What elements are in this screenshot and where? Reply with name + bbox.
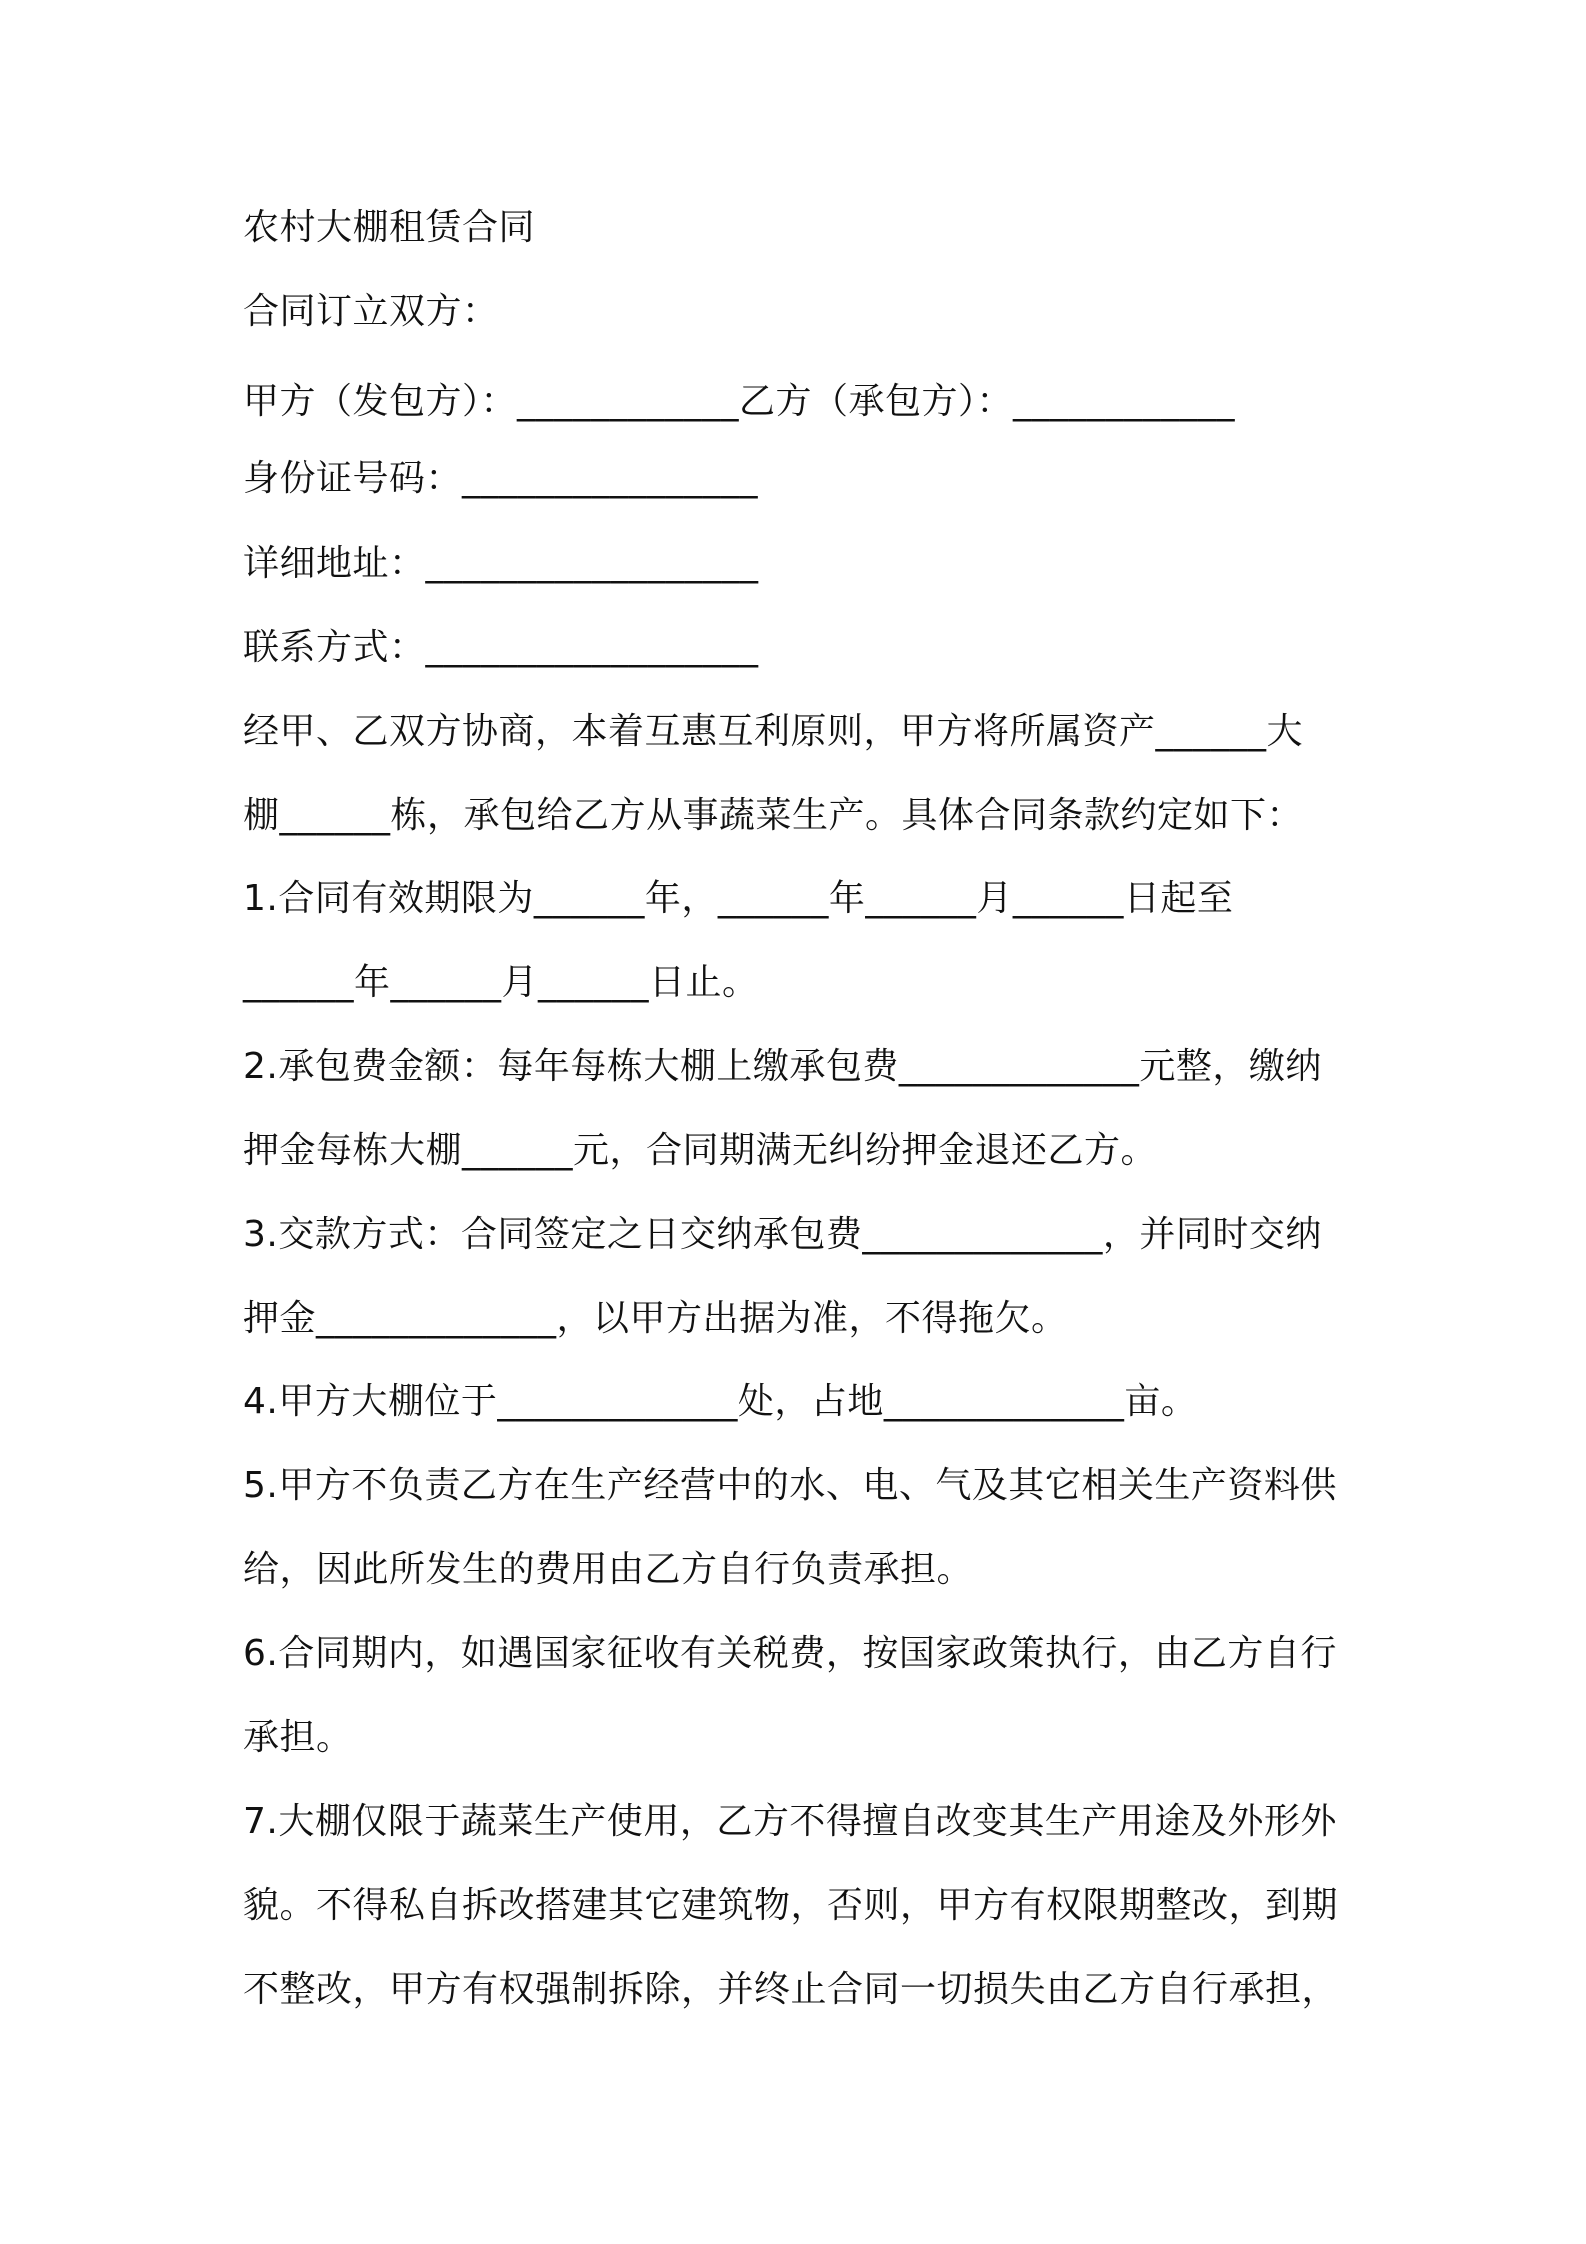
clause-3-line-2: 押金_____________，以甲方出据为准，不得拖欠。 <box>243 1298 1068 1339</box>
clause-7-line-2: 貌。不得私自拆改搭建其它建筑物，否则，甲方有权限期整改，到期 <box>243 1885 1339 1926</box>
document-title: 农村大棚租赁合同 <box>243 207 536 248</box>
intro-paragraph-line-2: 棚______栋，承包给乙方从事蔬菜生产。具体合同条款约定如下： <box>243 795 1304 836</box>
intro-paragraph-line-1: 经甲、乙双方协商，本着互惠互利原则，甲方将所属资产______大 <box>243 711 1304 752</box>
clause-2-line-2: 押金每栋大棚______元，合同期满无纠纷押金退还乙方。 <box>243 1130 1158 1171</box>
clause-6-line-1: 6.合同期内，如遇国家征收有关税费，按国家政策执行，由乙方自行 <box>243 1633 1337 1674</box>
clause-3-line-1: 3.交款方式：合同签定之日交纳承包费_____________，并同时交纳 <box>243 1214 1322 1255</box>
clause-1-line-1: 1.合同有效期限为______年，______年______月______日起至 <box>243 878 1234 919</box>
contract-parties-heading: 合同订立双方： <box>243 291 499 332</box>
address-line: 详细地址：__________________ <box>243 543 759 584</box>
clause-2-line-1: 2.承包费金额：每年每栋大棚上缴承包费_____________元整，缴纳 <box>243 1046 1322 1087</box>
clause-7-line-1: 7.大棚仅限于蔬菜生产使用，乙方不得擅自改变其生产用途及外形外 <box>243 1801 1337 1842</box>
id-number-line: 身份证号码：________________ <box>243 458 759 499</box>
clause-4-line: 4.甲方大棚位于_____________处，占地_____________亩。 <box>243 1381 1198 1422</box>
clause-7-line-3: 不整改，甲方有权强制拆除，并终止合同一切损失由乙方自行承担， <box>243 1969 1339 2010</box>
clause-5-line-2: 给，因此所发生的费用由乙方自行负责承担。 <box>243 1549 974 1590</box>
clause-6-line-2: 承担。 <box>243 1717 353 1758</box>
contact-line: 联系方式：__________________ <box>243 627 759 668</box>
clause-1-line-2: ______年______月______日止。 <box>243 962 759 1003</box>
party-a-b-line: 甲方（发包方）：____________乙方（承包方）：____________ <box>243 381 1236 422</box>
clause-5-line-1: 5.甲方不负责乙方在生产经营中的水、电、气及其它相关生产资料供 <box>243 1465 1337 1506</box>
